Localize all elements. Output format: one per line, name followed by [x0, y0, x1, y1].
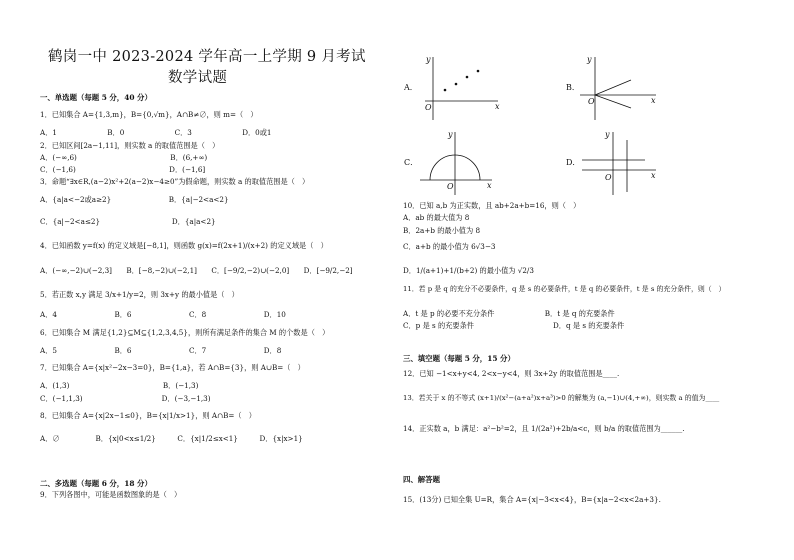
q10-option-b: B．2a+b 的最小值为 8	[403, 226, 481, 235]
question-11: 11．若 p 是 q 的充分不必要条件，q 是 s 的必要条件，t 是 q 的必要条件，t 是 s 的充分条件，则（ ）	[403, 285, 726, 293]
graph-a-point-3	[466, 76, 469, 79]
graph-a-point-2	[455, 83, 458, 86]
question-7: 7．已知集合 A={x|x²−2x−3=0}，B={1,a}，若 A∩B={3}，则 A∪B=（ ）	[40, 363, 305, 372]
exam-title: 鹤岗一中 2023-2024 学年高一上学期 9 月考试	[48, 49, 366, 65]
q2-options-ab: A．(−∞,6) B．(6,+∞)	[40, 153, 208, 162]
q2-options-cd: C．(−1,6) D．(−1,6]	[40, 165, 206, 174]
graph-c	[404, 130, 492, 195]
question-8: 8．已知集合 A={x|2x−1≤0}，B={x|1/x>1}，则 A∩B=（ ）	[40, 411, 256, 420]
graph-a-x-label: x	[495, 102, 500, 111]
graph-c-origin: O	[447, 182, 454, 191]
graph-d-x-label: x	[651, 171, 656, 180]
graph-c-label: C．	[404, 158, 419, 167]
graph-c-y-label: y	[448, 130, 453, 139]
q6-options: A．5 B．6 C．7 D．8	[40, 346, 282, 355]
q10-option-d: D．1/(a+1)+1/(b+2) 的最小值为 √2/3	[403, 266, 534, 275]
graph-b-y-label: y	[587, 55, 592, 64]
q1-options: A．1 B．0 C．3 D．0或1	[40, 128, 272, 137]
graph-a-point-4	[477, 70, 480, 73]
q3-options-ab: A．{a|a<−2或a≥2} B．{a|−2<a<2}	[40, 195, 229, 204]
q11-options-cd: C．p 是 s 的充要条件 D．q 是 s 的充要条件	[403, 321, 625, 330]
graph-d-y-label: y	[605, 130, 610, 139]
q7-options-cd: C．(−1,1,3) D．(−3,−1,3)	[40, 394, 211, 403]
question-5: 5．若正数 x,y 满足 3/x+1/y=2，则 3x+y 的最小值是（ ）	[40, 290, 239, 299]
graph-d	[566, 130, 656, 195]
q4-options: A．(−∞,−2)∪(−2,3] B．[−8,−2)∪(−2,1] C．[−9/2,−2)∪(−2,0] D．[−9/2,−2]	[40, 266, 353, 275]
exam-subtitle: 数学试题	[168, 70, 228, 86]
q10-option-c: C．a+b 的最小值为 6√3−3	[403, 242, 496, 251]
question-9: 9．下列各图中，可能是函数图象的是（ ）	[40, 490, 182, 499]
graph-d-origin: O	[605, 173, 612, 182]
question-12: 12．已知 −1<x+y<4, 2<x−y<4，则 3x+2y 的取值范围是____.	[403, 369, 620, 378]
graph-b-origin: O	[588, 97, 595, 106]
graph-a-y-label: y	[426, 55, 431, 64]
question-13: 13．若关于 x 的不等式 (x+1)/(x²−(a+a²)x+a³)>0 的解集为 (a,−1)∪(4,+∞)，则实数 a 的值为____	[403, 394, 720, 402]
question-15: 15．(13分) 已知全集 U=R，集合 A={x|−3<x<4}，B={x|a−2<x<2a+3}.	[403, 495, 661, 504]
section-free-response: 四、解答题	[403, 475, 440, 484]
q10-option-a: A．ab 的最大值为 8	[403, 213, 470, 222]
section-fill-blank: 三、填空题（每题 5 分，15 分）	[403, 354, 515, 363]
graph-b-x-label: x	[651, 96, 656, 105]
graph-b-label: B．	[566, 83, 580, 92]
question-4: 4．已知函数 y=f(x) 的定义域是[−8,1]，则函数 g(x)=f(2x+1)/(x+2) 的定义域是（ ）	[40, 241, 328, 250]
graph-b	[566, 55, 656, 120]
q7-options-ab: A．(1,3) B．(−1,3)	[40, 381, 199, 390]
graph-d-label: D．	[566, 158, 581, 167]
graph-b-ray-up	[595, 80, 631, 95]
graph-a-point-1	[444, 89, 447, 92]
section-multiple-choice: 二、多选题（每题 6 分，18 分）	[40, 479, 152, 488]
graph-c-x-label: x	[487, 181, 492, 190]
graph-a	[403, 55, 500, 120]
q11-options-ab: A．t 是 p 的必要不充分条件 B．t 是 q 的充要条件	[403, 309, 615, 318]
question-6: 6．已知集合 M 满足{1,2}⊆M⊆{1,2,3,4,5}，则所有满足条件的集合 M 的个数是（ ）	[40, 328, 330, 337]
question-10: 10．已知 a,b 为正实数，且 ab+2a+b=16，则（ ）	[403, 201, 581, 210]
graph-a-origin: O	[425, 103, 432, 112]
q8-options: A．∅ B．{x|0<x≤1/2} C．{x|1/2≤x<1} D．{x|x>1}	[40, 434, 303, 443]
question-1: 1．已知集合 A={1,3,m}，B={0,√m}，A∩B≠∅，则 m=（ ）	[40, 110, 258, 119]
section-single-choice: 一、单选题（每题 5 分，40 分）	[40, 93, 152, 102]
q5-options: A．4 B．6 C．8 D．10	[40, 310, 286, 319]
question-14: 14．正实数 a，b 满足：a²−b²=2，且 1/(2a²)+2b/a<c，则 b/a 的取值范围为______.	[403, 424, 685, 433]
question-3: 3．命题“∃x∈R,(a−2)x²+2(a−2)x−4≥0”为假命题，则实数 a 的取值范围是（ ）	[40, 177, 310, 186]
graph-a-label: A．	[404, 83, 418, 92]
q3-options-cd: C．{a|−2<a≤2} D．{a|a<2}	[40, 217, 216, 226]
graph-b-ray-down	[595, 95, 631, 108]
question-2: 2．已知区间[2a−1,11]，则实数 a 的取值范围是（ ）	[40, 141, 220, 150]
